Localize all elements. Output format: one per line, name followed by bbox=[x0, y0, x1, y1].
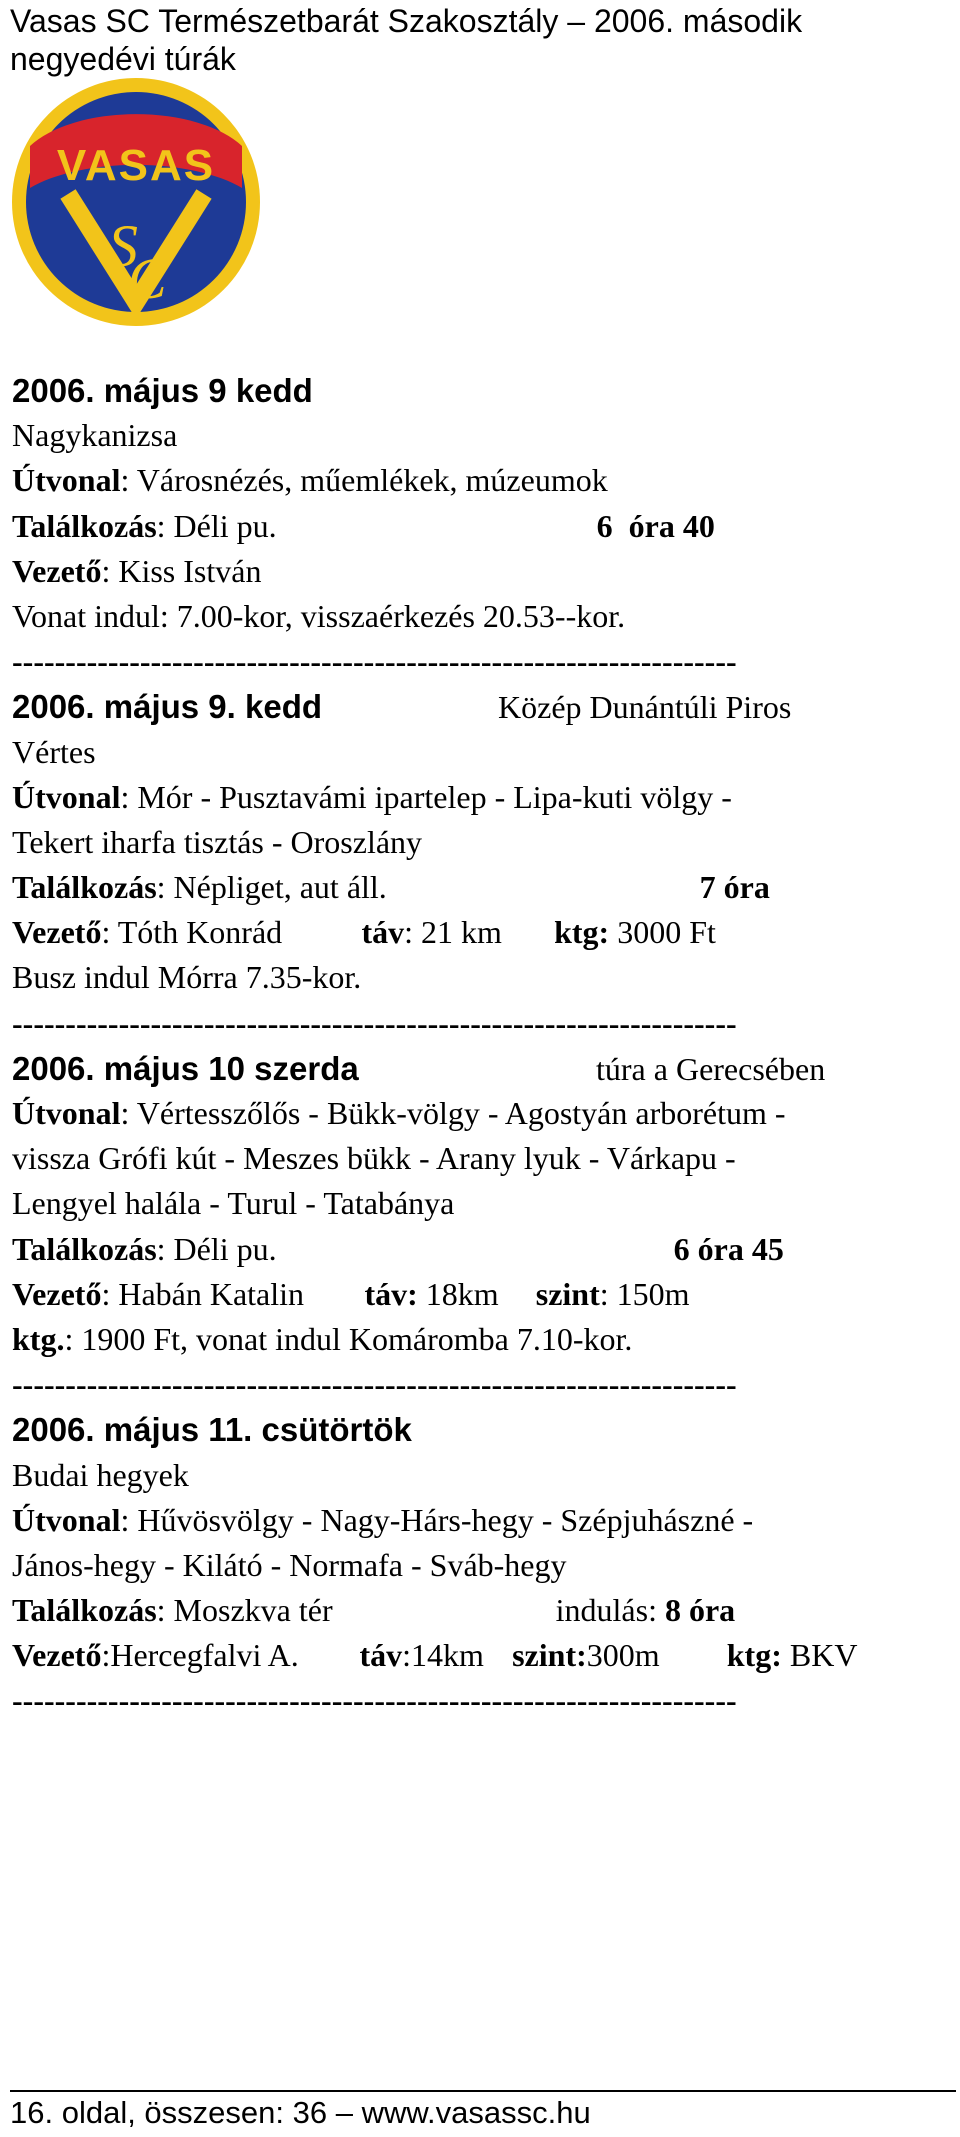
leader-label: Vezető bbox=[12, 1637, 102, 1674]
cost-value: : 1900 Ft, vonat indul Komáromba 7.10-kor. bbox=[64, 1320, 633, 1357]
meet-label: Találkozás bbox=[12, 507, 157, 544]
dist-label: táv: bbox=[364, 1275, 418, 1312]
route-continuation: Lengyel halála - Turul - Tatabánya bbox=[12, 1185, 455, 1222]
tour-leader bbox=[12, 549, 952, 594]
route-label: Útvonal bbox=[12, 1095, 121, 1131]
depart-label: indulás: bbox=[555, 1592, 657, 1629]
route-label: Útvonal bbox=[12, 778, 121, 815]
route-value: : Hűvösvölgy - Nagy-Hárs-hegy - Szépjuhászné - bbox=[120, 1501, 754, 1538]
meet-value: : Déli pu. bbox=[156, 1230, 277, 1267]
route-value: : Mór - Pusztavámi ipartelep - Lipa-kuti völgy - bbox=[120, 778, 732, 815]
dist-value: : 21 km bbox=[404, 914, 502, 951]
tour-extra: Vonat indul: 7.00-kor, visszaérkezés 20.53--kor. bbox=[12, 597, 626, 634]
tour-subtitle: Közép Dunántúli Piros bbox=[498, 689, 792, 726]
meet-label: Találkozás bbox=[12, 869, 157, 906]
dist-label: táv bbox=[361, 914, 405, 951]
page-title: Vasas SC Természetbarát Szakosztály – 2006. második negyedévi túrák bbox=[10, 3, 803, 77]
tour-route bbox=[12, 458, 952, 503]
meet-time: 6 óra 45 bbox=[673, 1230, 784, 1267]
tour-route bbox=[12, 1498, 952, 1543]
level-label: szint: bbox=[512, 1637, 587, 1674]
tour-place: Budai hegyek bbox=[12, 1456, 189, 1493]
leader-value: :Hercegfalvi A. bbox=[101, 1637, 299, 1674]
vasas-logo bbox=[10, 76, 262, 328]
tour-entry bbox=[12, 368, 952, 684]
cost-value: BKV bbox=[781, 1637, 858, 1674]
tour-place: Vértes bbox=[12, 733, 96, 770]
tour-meeting bbox=[12, 865, 952, 910]
tour-leader bbox=[12, 1633, 952, 1678]
level-label: szint bbox=[535, 1275, 600, 1312]
tour-entry bbox=[12, 1046, 952, 1408]
tour-date: 2006. május 9. kedd bbox=[12, 688, 323, 726]
page-footer: 16. oldal, összesen: 36 – www.vasassc.hu bbox=[10, 2095, 591, 2130]
separator-line: -------------------------------------------------------------------- bbox=[12, 1682, 737, 1719]
tour-cost bbox=[12, 1317, 952, 1362]
tour-meeting bbox=[12, 504, 952, 549]
level-value: : 150m bbox=[599, 1275, 690, 1312]
tour-entry bbox=[12, 684, 952, 1046]
depart-value: 8 óra bbox=[664, 1592, 736, 1629]
tour-meeting bbox=[12, 1588, 952, 1633]
meet-value: : Népliget, aut áll. bbox=[156, 869, 387, 906]
tour-leader bbox=[12, 910, 952, 955]
tour-date: 2006. május 9 kedd bbox=[12, 372, 313, 409]
route-continuation: vissza Grófi kút - Meszes bükk - Arany lyuk - Várkapu - bbox=[12, 1140, 736, 1177]
route-continuation: János-hegy - Kilátó - Normafa - Sváb-hegy bbox=[12, 1546, 567, 1583]
leader-label: Vezető bbox=[12, 914, 102, 951]
cost-label: ktg. bbox=[12, 1320, 65, 1357]
tour-date: 2006. május 11. csütörtök bbox=[12, 1411, 412, 1449]
tour-route bbox=[12, 775, 952, 820]
cost-value: 3000 Ft bbox=[609, 914, 716, 951]
route-label: Útvonal bbox=[12, 462, 121, 499]
leader-value: : Kiss István bbox=[101, 552, 262, 589]
footer-divider bbox=[10, 2090, 956, 2092]
separator-line: -------------------------------------------------------------------- bbox=[12, 643, 737, 680]
separator-line: -------------------------------------------------------------------- bbox=[12, 1366, 737, 1403]
meet-time: 7 óra bbox=[699, 869, 770, 906]
meet-value: : Déli pu. bbox=[156, 507, 277, 544]
leader-value: : Habán Katalin bbox=[101, 1275, 305, 1312]
level-value: 300m bbox=[586, 1637, 660, 1674]
logo-s-letter: S bbox=[108, 213, 138, 279]
tour-list bbox=[12, 368, 952, 1724]
cost-label: ktg: bbox=[726, 1637, 782, 1674]
leader-label: Vezető bbox=[12, 1275, 102, 1312]
route-continuation: Tekert iharfa tisztás - Oroszlány bbox=[12, 823, 423, 860]
tour-leader bbox=[12, 1272, 952, 1317]
route-label: Útvonal bbox=[12, 1501, 121, 1538]
dist-label: táv bbox=[359, 1637, 403, 1674]
route-value: : Vértesszőlős - Bükk-völgy - Agostyán arborétum - bbox=[120, 1095, 786, 1131]
meet-time: 6 óra 40 bbox=[596, 507, 715, 544]
tour-extra: Busz indul Mórra 7.35-kor. bbox=[12, 959, 362, 996]
meet-value: : Moszkva tér bbox=[156, 1592, 333, 1629]
dist-value: :14km bbox=[402, 1637, 484, 1674]
tour-entry bbox=[12, 1407, 952, 1723]
meet-label: Találkozás bbox=[12, 1592, 157, 1629]
leader-value: : Tóth Konrád bbox=[101, 914, 283, 951]
tour-route bbox=[12, 1091, 952, 1136]
logo-c-letter: C bbox=[128, 246, 167, 311]
tour-date: 2006. május 10 szerda bbox=[12, 1049, 359, 1087]
dist-value: 18km bbox=[417, 1275, 499, 1312]
separator-line: -------------------------------------------------------------------- bbox=[12, 1004, 737, 1041]
tour-place: Nagykanizsa bbox=[12, 417, 178, 454]
tour-meeting bbox=[12, 1227, 952, 1272]
tour-subtitle: túra a Gerecsében bbox=[596, 1050, 826, 1087]
leader-label: Vezető bbox=[12, 552, 102, 589]
cost-label: ktg: bbox=[554, 914, 610, 951]
meet-label: Találkozás bbox=[12, 1230, 157, 1267]
route-value: : Városnézés, műemlékek, múzeumok bbox=[120, 462, 608, 499]
logo-vasas-text: VASAS bbox=[56, 141, 216, 190]
